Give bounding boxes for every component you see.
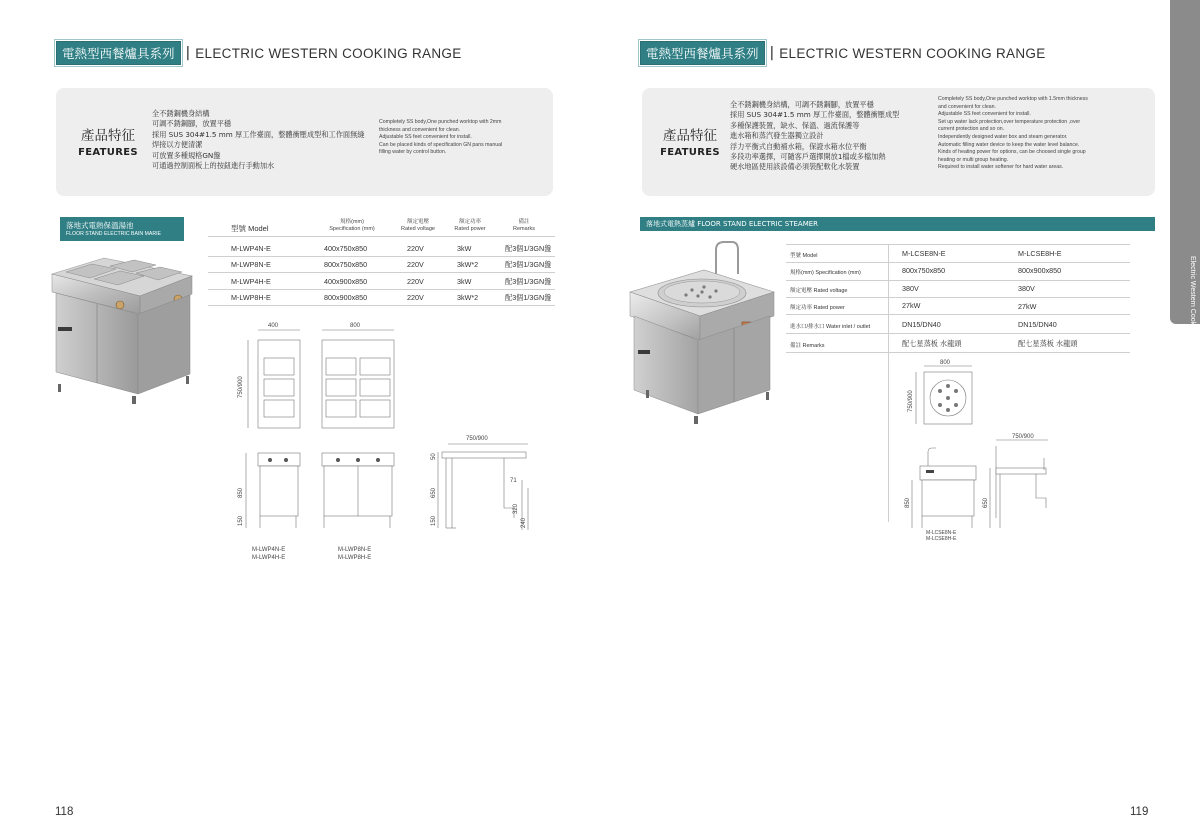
feature-line-en: and convenient for clean. [938, 103, 996, 110]
table-cell: 27kW [1018, 302, 1037, 311]
drawing-caption [926, 530, 956, 542]
spec-row-label: 規格(mm) Specification (mm) [790, 270, 861, 276]
feature-line: 焊接以方便清潔 [152, 140, 203, 150]
section-title-zh: 落地式電熱保溫湯池 [66, 221, 134, 230]
feature-line-en: Completely SS body,One punched worktop with 2mm [379, 119, 502, 125]
side-tab-line-2: Cooking Range [1189, 308, 1196, 358]
table-cell: 配3個1/3GN盤 [505, 244, 552, 253]
feature-line-en: Set up water lack protection,over temperature protection ,over [938, 118, 1081, 125]
table-cell: 220V [407, 277, 424, 286]
spec-row-label: 額定電壓 Rated voltage [790, 288, 848, 294]
feature-line: 進水箱和蒸汽發生器獨立設計 [730, 131, 824, 141]
right-page-header [640, 41, 1046, 65]
spec-row-label: 備註 Remarks [790, 343, 825, 349]
table-cell: 380V [1018, 284, 1035, 293]
feature-line: 採用 SUS 304#1.5 mm 厚工作臺面，整體衝壓成型和工作面無縫 [152, 129, 365, 139]
product-section-bar [60, 217, 184, 241]
feature-line-en: thickness and convenient for clean. [379, 126, 461, 133]
table-divider [786, 314, 1130, 315]
dim-height-total: 850 [238, 487, 244, 498]
table-cell: DN15/DN40 [902, 320, 941, 329]
table-divider [786, 262, 1130, 263]
table-cell: 3kW*2 [457, 260, 479, 269]
table-cell: 380V [902, 284, 919, 293]
table-divider [208, 236, 555, 237]
dim-depth-top: 750/900 [1012, 434, 1034, 440]
feature-line-en: Automatic filling water device to keep the water level balance. [938, 141, 1080, 148]
spec-header-power [444, 219, 496, 233]
drawing-caption-2 [338, 546, 371, 562]
features-list-zh [152, 109, 364, 171]
table-cell: M-LWP4H-E [231, 277, 271, 286]
header-separator: | [185, 45, 191, 61]
table-divider [786, 352, 1130, 353]
features-list-en [379, 119, 502, 157]
table-cell: 27kW [902, 301, 921, 310]
caption-line: M-LWP4N-E [252, 547, 286, 553]
table-divider [786, 280, 1130, 281]
product-section-bar [640, 217, 1155, 231]
table-cell: 配3個1/3GN盤 [505, 260, 552, 269]
feature-line-en: Completely SS body,One punched worktop with 1.5mm thickness [938, 96, 1088, 102]
features-label-en: FEATURES [78, 147, 138, 158]
dim-width-1: 400 [268, 323, 279, 329]
dim-side-3: 240 [521, 517, 527, 528]
table-cell: M-LCSE8N-E [902, 249, 946, 258]
table-column-divider [888, 244, 889, 522]
dim-height-body: 650 [431, 487, 437, 498]
dim-side-2: 320 [513, 503, 519, 514]
table-cell: 800x750x850 [902, 266, 946, 275]
category-title-zh: 電熱型西餐爐具系列 [640, 41, 765, 65]
feature-line-en: Independently designed water box and steam generator. [938, 133, 1068, 140]
feature-line: 多段功率選擇，可隨客戶選擇開放1檔或多檔加熱 [730, 152, 886, 162]
feature-line: 浮力平衡式自動補水箱，保證水箱水位平衡 [730, 141, 867, 151]
table-cell: 220V [407, 260, 424, 269]
features-list-en [938, 96, 1088, 172]
category-title-en: ELECTRIC WESTERN COOKING RANGE [779, 45, 1046, 61]
spec-header-remarks [498, 219, 550, 233]
table-divider [208, 305, 555, 306]
table-cell: 配七星蒸板 水龍頭 [1018, 339, 1078, 348]
feature-line: 全不銹鋼機身結構 [152, 109, 210, 118]
spec-header-voltage [392, 219, 444, 233]
spec-header-voltage-zh: 額定電壓 [406, 219, 429, 225]
category-title-en: ELECTRIC WESTERN COOKING RANGE [195, 45, 462, 61]
table-cell: 配3個1/3GN盤 [505, 293, 552, 302]
table-cell: 配七星蒸板 水龍頭 [902, 339, 962, 348]
table-divider [786, 244, 1130, 245]
feature-line: 硬水地區使用該設備必須裝配軟化水裝置 [730, 162, 860, 172]
feature-line: 可通過控制面板上的按鈕進行手動加水 [152, 161, 275, 171]
table-cell: 400x750x850 [324, 244, 368, 253]
caption-line: M-LCSE8H-E [926, 536, 957, 542]
dim-depth: 750/900 [238, 376, 244, 398]
table-cell: 配3個1/3GN盤 [505, 277, 552, 286]
spec-header-power-zh: 額定功率 [458, 219, 481, 225]
electric-steamer-image [624, 240, 784, 425]
caption-line: M-LWP4H-E [252, 555, 286, 561]
spec-header-spec-zh: 規格(mm) [340, 219, 364, 225]
table-cell: M-LWP4N-E [231, 244, 271, 253]
caption-line: M-LCSE8N-E [926, 530, 957, 536]
feature-line: 全不銹鋼機身結構，可調不銹鋼腳，放置平穩 [730, 100, 874, 109]
features-panel [642, 88, 1155, 196]
section-title: 落地式電熱蒸爐 FLOOR STAND ELECTRIC STEAMER [646, 220, 819, 228]
right-page [600, 0, 1200, 837]
page-number-left: 118 [55, 806, 74, 818]
dim-side-1: 71 [510, 478, 517, 484]
side-tab-line-1: Electric Western [1189, 256, 1196, 307]
table-divider [786, 333, 1130, 334]
feature-line: 多種保護裝置，缺水、保溫、過流保護等 [730, 120, 860, 130]
table-divider [208, 256, 555, 257]
features-label-zh: 產品特征 [663, 128, 717, 144]
feature-line-en: filling water by control button. [379, 149, 447, 156]
caption-line: M-LWP8H-E [338, 555, 372, 561]
feature-line-en: current protection and so on. [938, 126, 1005, 133]
header-separator: | [769, 45, 775, 61]
table-divider [208, 289, 555, 290]
spec-row-label: 額定功率 Rated power [790, 305, 845, 311]
dim-width-2: 800 [350, 323, 361, 329]
table-cell: 220V [407, 293, 424, 302]
table-divider [786, 297, 1130, 298]
feature-line: 可調不銹鋼腳，放置平穩 [152, 119, 232, 129]
dim-height-body: 650 [983, 497, 989, 508]
dim-width: 800 [940, 360, 951, 366]
dim-depth: 750/900 [908, 390, 914, 412]
feature-line-en: Adjustable SS feet convenient for install. [379, 134, 472, 141]
technical-drawings-left [228, 318, 558, 580]
table-cell: 3kW*2 [457, 293, 479, 302]
feature-line-en: Can be placed kinds of specification GN pans manual [379, 141, 503, 148]
table-cell: 800x750x850 [324, 260, 368, 269]
table-divider [208, 272, 555, 273]
caption-line: M-LWP8N-E [338, 547, 372, 553]
spec-header-model: 型號 Model [231, 224, 269, 233]
spec-header-voltage-en: Rated voltage [401, 226, 435, 232]
table-cell: M-LWP8H-E [231, 293, 271, 302]
feature-line-en: heating or multi group heating. [938, 156, 1009, 163]
table-cell: 220V [407, 244, 424, 253]
features-label [78, 124, 138, 158]
features-label-zh: 產品特征 [81, 128, 135, 144]
table-cell: M-LWP8N-E [231, 260, 271, 269]
left-page-header [56, 41, 462, 65]
table-cell: 400x900x850 [324, 277, 368, 286]
feature-line-en: Kinds of heating power for options, can be choosed single group [938, 149, 1086, 156]
spec-header-remarks-zh: 備註 [518, 219, 530, 225]
table-cell: DN15/DN40 [1018, 320, 1057, 329]
dim-height-total: 850 [905, 497, 911, 508]
table-cell: M-LCSE8H-E [1018, 249, 1062, 258]
spec-header-spec-en: Specification (mm) [329, 226, 375, 232]
bain-marie-image [44, 252, 194, 408]
dim-height-leg-side: 150 [431, 515, 437, 526]
category-title-zh: 電熱型西餐爐具系列 [56, 41, 181, 65]
page-number-right: 119 [1130, 806, 1149, 818]
feature-line-en: Required to install water softener for hard water areas. [938, 164, 1064, 171]
table-cell: 800x900x850 [324, 293, 368, 302]
features-list-zh [730, 100, 899, 173]
features-panel [56, 88, 553, 196]
features-label-en: FEATURES [660, 147, 720, 158]
spec-header-spec [312, 219, 392, 233]
technical-drawings-right [900, 358, 1060, 548]
table-cell: 3kW [457, 277, 472, 286]
dim-height-leg: 150 [238, 515, 244, 526]
spec-row-label: 進水口/排水口 Water inlet / outlet [790, 324, 871, 330]
dim-depth-top: 750/900 [466, 436, 488, 442]
feature-line: 採用 SUS 304#1.5 mm 厚工作臺面，整體衝壓成型 [730, 110, 900, 120]
feature-line: 可放置多種規格GN盤 [152, 150, 221, 160]
feature-line-en: Adjustable SS feet convenient for install. [938, 111, 1031, 118]
table-cell: 800x900x850 [1018, 266, 1062, 275]
table-cell: 3kW [457, 244, 472, 253]
spec-row-label: 型號 Model [790, 253, 818, 259]
dim-height-top: 50 [431, 453, 437, 460]
chapter-side-tab-label [1172, 256, 1198, 357]
section-title-en: FLOOR STAND ELECTRIC BAIN MARIE [66, 231, 162, 237]
spec-header-remarks-en: Remarks [512, 226, 535, 232]
drawing-caption-1 [252, 546, 285, 562]
spec-header-power-en: Rated power [454, 226, 486, 232]
features-label [660, 124, 720, 158]
